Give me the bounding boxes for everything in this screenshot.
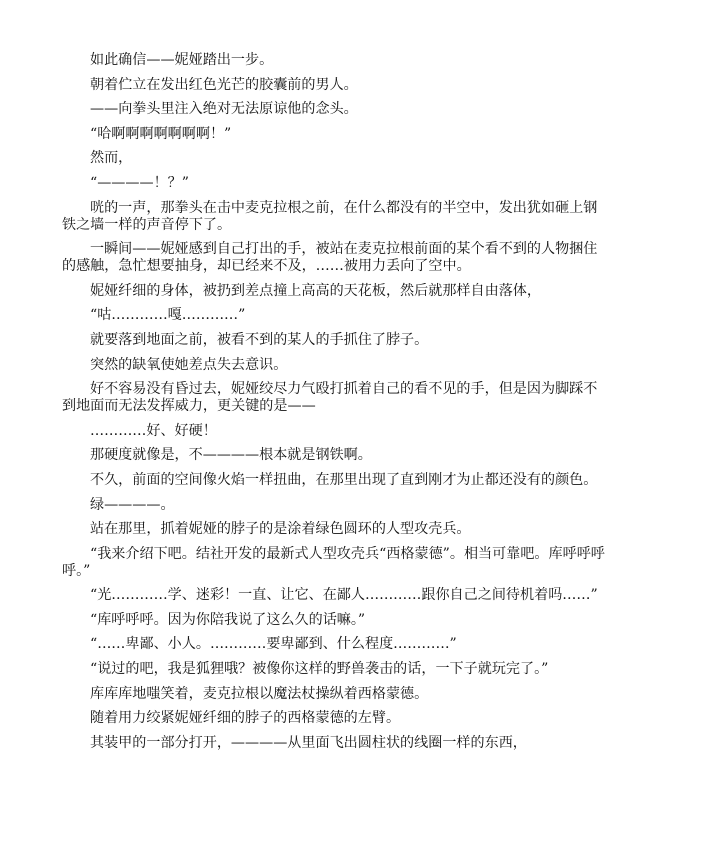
paragraph: 一瞬间——妮娅感到自己打出的手，被站在麦克拉根前面的某个看不到的人物捆住的感触，急忙想要抽身，却已经来不及，……被用力丢向了空中。 [62, 241, 598, 275]
paragraph: …………好、好硬！ [90, 422, 217, 439]
paragraph: 绿————。 [90, 496, 175, 513]
paragraph: 库库库地嗤笑着，麦克拉根以魔法杖操纵着西格蒙德。 [90, 685, 429, 702]
paragraph: 妮娅纤细的身体，被扔到差点撞上高高的天花板，然后就那样自由落体， [90, 282, 541, 299]
paragraph: 就要落到地面之前，被看不到的某人的手抓住了脖子。 [90, 331, 429, 348]
paragraph: “————！？” [90, 174, 189, 191]
paragraph: 随着用力绞紧妮娅纤细的脖子的西格蒙德的左臂。 [90, 710, 401, 727]
paragraph: “……卑鄙、小人。…………要卑鄙到、什么程度…………” [90, 636, 457, 653]
paragraph: “哈啊啊啊啊啊啊啊！” [90, 125, 232, 142]
paragraph: 站在那里，抓着妮娅的脖子的是涂着绿色圆环的人型攻壳兵。 [90, 521, 471, 538]
paragraph: “我来介绍下吧。结社开发的最新式人型攻壳兵“西格蒙德”。相当可靠吧。库呼呼呼呼。” [62, 545, 605, 579]
paragraph: 其装甲的一部分打开，————从里面飞出圆柱状的线圈一样的东西， [90, 734, 527, 751]
paragraph: “说过的吧，我是狐狸哦？被像你这样的野兽袭击的话，一下子就玩完了。” [90, 661, 549, 678]
body-text [62, 52, 610, 759]
paragraph: ——向拳头里注入绝对无法原谅他的念头。 [90, 101, 358, 118]
paragraph: “库呼呼呼。因为你陪我说了这么久的话嘛。” [90, 611, 366, 628]
paragraph: 如此确信——妮娅踏出一步。 [90, 52, 274, 68]
paragraph: 然而， [90, 150, 133, 167]
paragraph: “光…………学、迷彩！一直、让它、在鄙人…………跟你自己之间待机着吗……” [90, 587, 598, 604]
paragraph: “咕…………嘎…………” [90, 307, 246, 324]
paragraph: 咣的一声，那拳头在击中麦克拉根之前，在什么都没有的半空中，发出犹如砸上钢铁之墙一样的声音停下了。 [62, 199, 598, 233]
paragraph: 好不容易没有昏过去，妮娅绞尽力气殴打抓着自己的看不见的手，但是因为脚踩不到地面而无法发挥威力，更关键的是—— [62, 381, 598, 415]
paragraph: 突然的缺氧使她差点失去意识。 [90, 356, 288, 373]
paragraph: 不久，前面的空间像火焰一样扭曲，在那里出现了直到刚才为止都还没有的颜色。 [90, 471, 598, 488]
paragraph: 朝着伫立在发出红色光芒的胶囊前的男人。 [90, 76, 358, 93]
paragraph: 那硬度就像是，不————根本就是钢铁啊。 [90, 447, 372, 464]
